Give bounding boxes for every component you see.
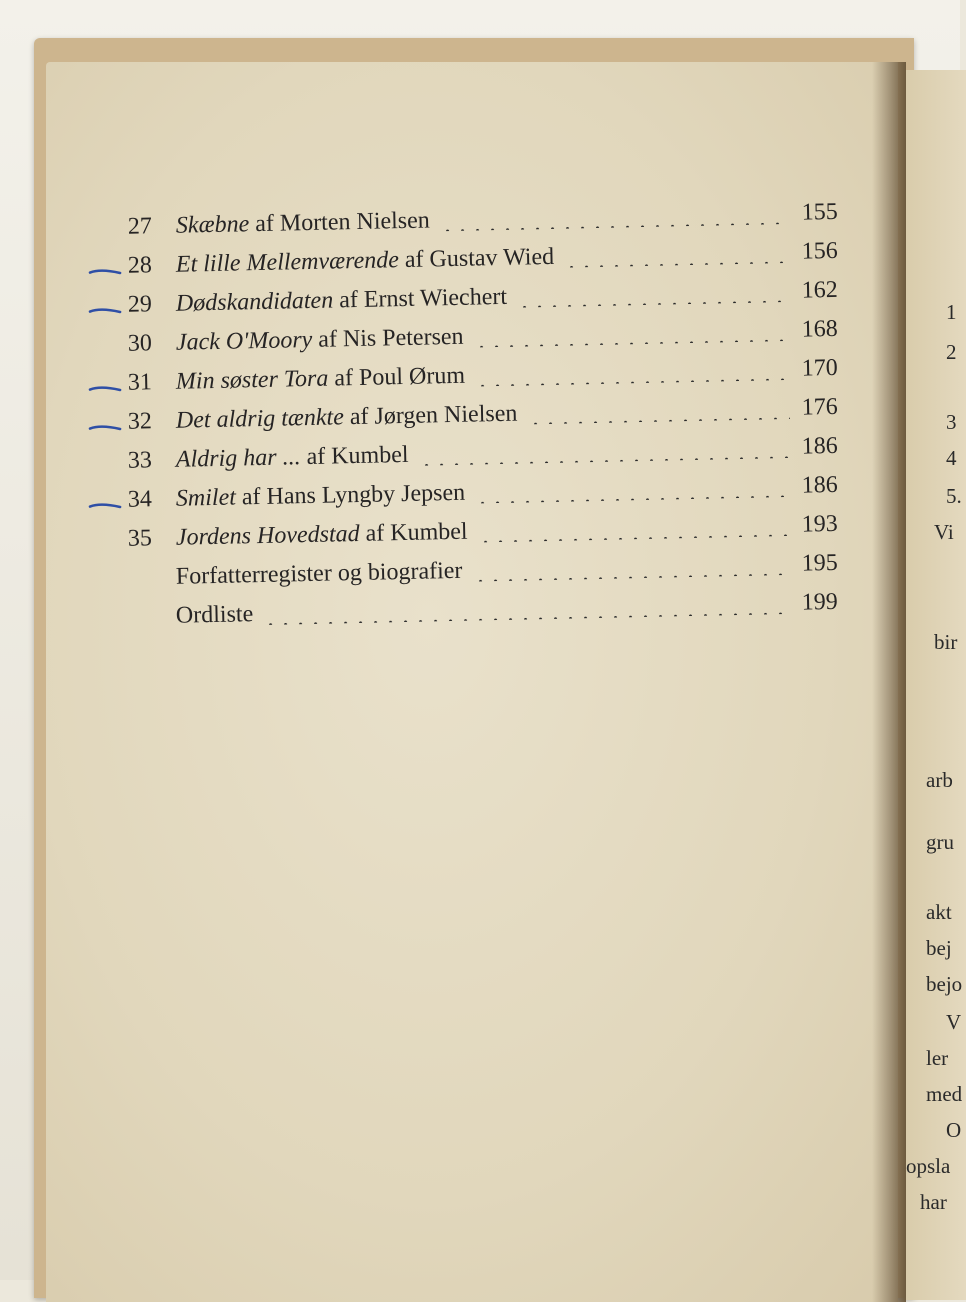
toc-entry-page: 176 [801, 393, 839, 421]
right-page-text-fragment: bej [926, 936, 952, 960]
story-author: af Kumbel [306, 441, 409, 471]
right-page-text-fragment: bejo [926, 972, 963, 996]
story-author: af Gustav Wied [404, 243, 555, 273]
right-page-text-fragment: har [920, 1190, 947, 1214]
leader-dots [528, 417, 790, 424]
story-title: Aldrig har ... [175, 444, 301, 473]
toc-entry-title [176, 480, 466, 513]
toc-entry-title [176, 519, 468, 552]
pen-tick-icon [88, 421, 122, 434]
toc-entry-page: 195 [801, 549, 839, 577]
story-author: af Nis Petersen [318, 323, 464, 353]
right-page-text-fragment: O [946, 1118, 962, 1142]
story-title: Min søster Tora [175, 365, 329, 395]
story-title: Smilet [175, 484, 237, 512]
toc-entry-title [176, 244, 555, 279]
toc-entry-page: 156 [801, 237, 839, 265]
toc-entry-page: 168 [801, 315, 839, 343]
toc-entry-number: 28 [127, 252, 153, 279]
toc-entry-number: 30 [127, 330, 153, 357]
toc-entry-title [176, 284, 508, 318]
story-title: Dødskandidaten [175, 287, 334, 317]
right-page-text-fragment: ler [926, 1046, 949, 1070]
right-page-text-fragment: akt [926, 900, 952, 924]
toc-entry-page: 193 [801, 510, 839, 538]
toc-entry-title [176, 363, 466, 396]
toc-entry-number: 32 [127, 408, 153, 435]
toc-entry-page: 155 [801, 198, 839, 226]
right-page-text-fragment: Vi [934, 520, 954, 544]
leader-dots [475, 495, 790, 504]
story-title: Det aldrig tænkte [175, 404, 345, 434]
leader-dots [473, 573, 790, 582]
leader-dots [263, 612, 790, 625]
story-title: Jordens Hovedstad [175, 520, 360, 551]
leader-dots [440, 222, 790, 231]
story-author: af Ernst Wiechert [338, 283, 508, 314]
toc-entry-page: 186 [801, 432, 839, 460]
right-page-text-fragment: 3 [946, 410, 957, 434]
toc-entry-page: 170 [801, 354, 839, 382]
toc-entry-title [176, 442, 409, 474]
right-page-text-fragment: V [946, 1010, 962, 1034]
toc-entry-number: 34 [127, 486, 153, 513]
leader-dots [419, 456, 790, 466]
story-author: af Hans Lyngby Jepsen [241, 479, 466, 511]
leader-dots [475, 378, 790, 387]
toc-entry-number: 29 [127, 291, 153, 318]
story-author: af Jørgen Nielsen [349, 400, 518, 431]
story-author: af Poul Ørum [334, 362, 466, 392]
toc-entry-number: 31 [127, 369, 153, 396]
right-page-text-fragment: opsla [906, 1154, 951, 1178]
toc-entry-number: 27 [127, 213, 153, 240]
right-page-text-fragment: arb [926, 768, 953, 792]
toc-entry-page: 186 [801, 471, 839, 499]
toc-entry-title [176, 558, 463, 591]
toc-entry-title [176, 601, 254, 630]
story-author: af Kumbel [365, 518, 468, 547]
story-author: Forfatterregister og biografier [175, 557, 463, 590]
pen-tick-icon [88, 304, 122, 317]
story-title: Skæbne [175, 211, 250, 239]
leader-dots [564, 261, 790, 268]
right-page-text-fragment: gru [926, 830, 954, 854]
story-author: Ordliste [175, 601, 254, 629]
toc-entry-number [118, 603, 152, 604]
toc-entry-title [176, 401, 518, 435]
right-page-text-fragment: 4 [946, 446, 957, 470]
right-page-text-fragment: 2 [946, 340, 957, 364]
pen-tick-icon [88, 265, 122, 278]
toc-entry-title [176, 324, 464, 357]
toc-entry-number: 35 [127, 525, 153, 552]
pen-tick-icon [88, 499, 122, 512]
right-page-text-fragment: 5. [946, 484, 962, 508]
toc-entry-title [176, 207, 430, 239]
toc-entry-page: 162 [801, 276, 839, 304]
toc-entry-number [118, 564, 152, 565]
toc-entry-page: 199 [801, 588, 839, 616]
story-title: Jack O'Moory [175, 326, 313, 356]
leader-dots [478, 534, 790, 543]
right-page-text-fragment: med [926, 1082, 963, 1106]
toc-entry-number: 33 [127, 447, 153, 474]
leader-dots [517, 300, 790, 308]
leader-dots [474, 339, 790, 348]
right-page-text-fragment: 1 [946, 300, 957, 324]
story-title: Et lille Mellemværende [175, 247, 400, 278]
pen-tick-icon [88, 382, 122, 395]
right-page-text-fragment: bir [934, 630, 958, 654]
story-author: af Morten Nielsen [254, 207, 431, 238]
